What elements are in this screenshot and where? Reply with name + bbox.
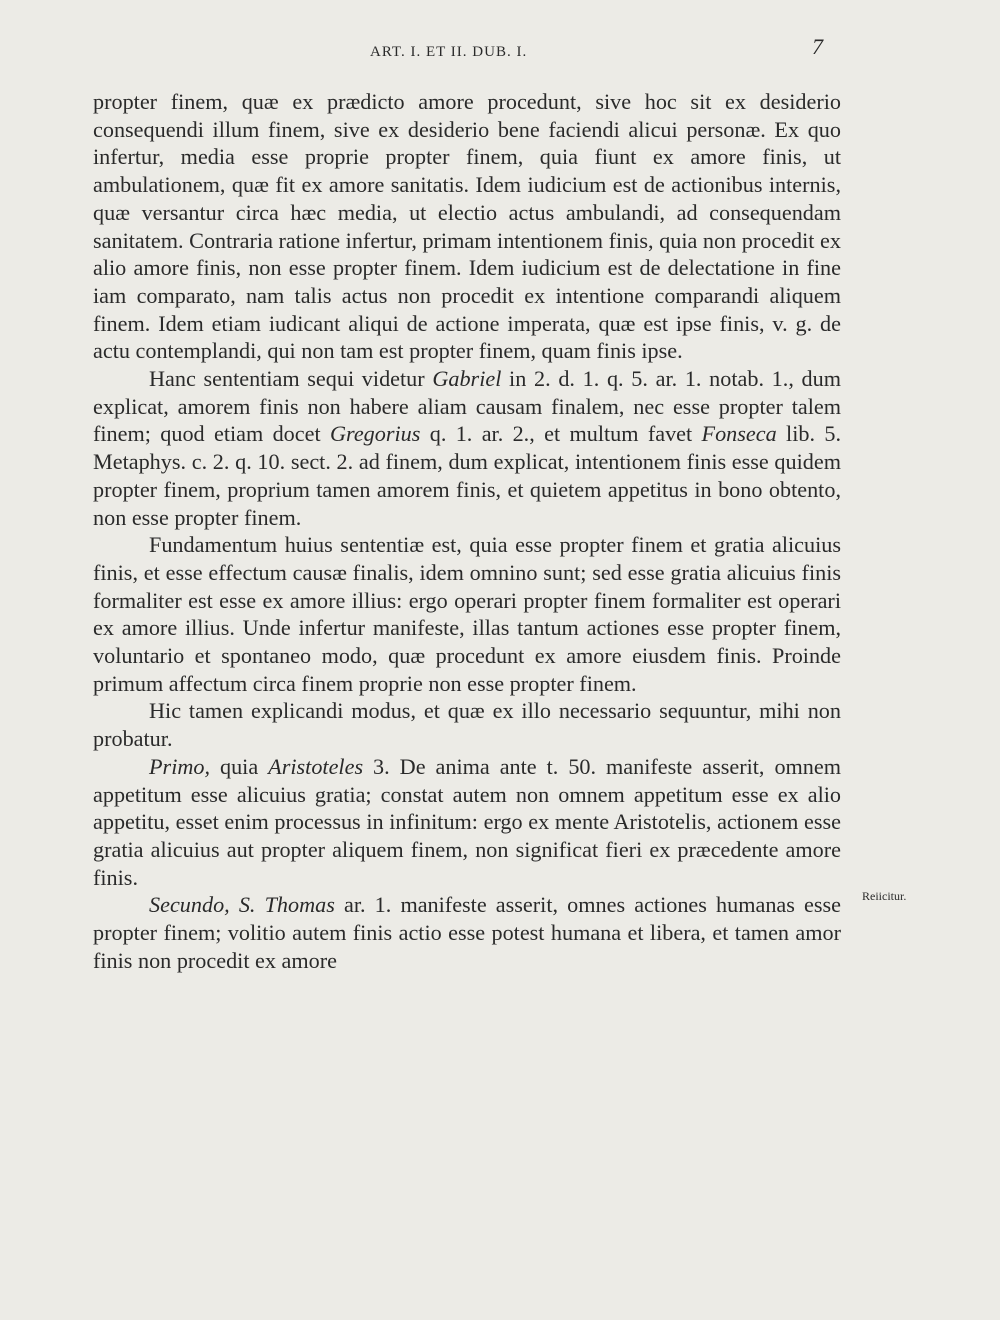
paragraph-2-text-2: in 2. d. 1. q. 5. ar. 1. notab. 1., dum explicat, amorem finis non habere aliam causam finalem, nec esse propter talem finem; quod etiam docet bbox=[93, 366, 841, 447]
paragraph-6-text-1: ar. 1. manifeste asserit, omnes actiones humanas esse propter finem; volitio autem finis actio esse potest humana et libera, et tamen amor finis non procedit ex amore bbox=[93, 892, 841, 973]
paragraph-2 bbox=[93, 365, 841, 531]
page-number: 7 bbox=[812, 34, 823, 59]
margin-note: Reiicitur. bbox=[862, 889, 907, 903]
paragraph-1: propter finem, quæ ex prædicto amore procedunt, sive hoc sit ex desiderio consequendi illum finem, sive ex desiderio bene faciendi alicui personæ. Ex quo infertur, media esse proprie propter finem, quia fiunt ex amore finis, ut ambulationem, quæ fit ex amore sanitatis. Idem iudicium est de actionibus internis, quæ versantur circa hæc media, ut electio actus ambulandi, ad consequendam sanitatem. Contraria ratione infertur, primam intentionem finis, quia non procedit ex alio amore finis, non esse propter finem. Idem iudicium est de delectatione in fine iam comparato, nam talis actus non procedit ex intentione comparandi aliquem finem. Idem etiam iudicant aliqui de actione imperata, quæ est ipse finis, v. g. de actu contemplandi, qui non tam est propter finem, quam finis ipse. bbox=[93, 89, 841, 364]
body-text bbox=[93, 88, 841, 975]
paragraph-2-text-4: lib. 5. Metaphys. c. 2. q. 10. sect. 2. ad finem, dum explicat, intentionem finis esse quidem propter finem, proprium tamen amorem finis, et quietem appetitus in bono obtento, non esse propter finem. bbox=[93, 421, 841, 530]
paragraph-6 bbox=[93, 891, 841, 974]
paragraph-5-text-2: 3. De anima ante t. 50. manifeste asserit, omnem appetitum esse alicuius gratia; constat autem non omnem appetitum esse ex alio appetitu, esset enim processus in infinitum: ergo ex mente Aristotelis, actionem esse gratia alicuius aut propter aliquem finem, non significat fieri ex præcedente amore finis. bbox=[93, 753, 841, 890]
paragraph-5 bbox=[93, 753, 841, 892]
primo-label: Primo, bbox=[149, 753, 211, 779]
paragraph-5-text-1: quia bbox=[210, 753, 269, 779]
paragraph-2-text-3: q. 1. ar. 2., et multum favet bbox=[420, 421, 702, 447]
paragraph-3: Fundamentum huius sententiæ est, quia esse propter finem et gratia alicuius finis, et esse effectum causæ finalis, idem omnino sunt; sed esse gratia alicuius finis formaliter est esse ex amore illius: ergo operari propter finem formaliter est operari ex amore illius. Unde infertur manifeste, illas tantum actiones esse propter finem, voluntario et spontaneo modo, quæ procedunt ex amore eiusdem finis. Proinde primum affectum circa finem proprie non esse propter finem. bbox=[93, 532, 841, 696]
secundo-label: Secundo, S. Thomas bbox=[149, 892, 335, 918]
paragraph-4: Hic tamen explicandi modus, et quæ ex illo necessario sequuntur, mihi non probatur. bbox=[93, 698, 841, 752]
paragraph-2-text-1: Hanc sententiam sequi videtur bbox=[149, 366, 433, 392]
author-name-gabriel: Gabriel bbox=[432, 366, 502, 392]
author-name-fonseca: Fonseca bbox=[701, 421, 777, 447]
author-name-aristoteles: Aristoteles bbox=[268, 753, 364, 779]
author-name-gregorius: Gregorius bbox=[329, 421, 421, 447]
running-head bbox=[0, 34, 1000, 68]
running-head-title: ART. I. ET II. DUB. I. bbox=[370, 44, 528, 60]
